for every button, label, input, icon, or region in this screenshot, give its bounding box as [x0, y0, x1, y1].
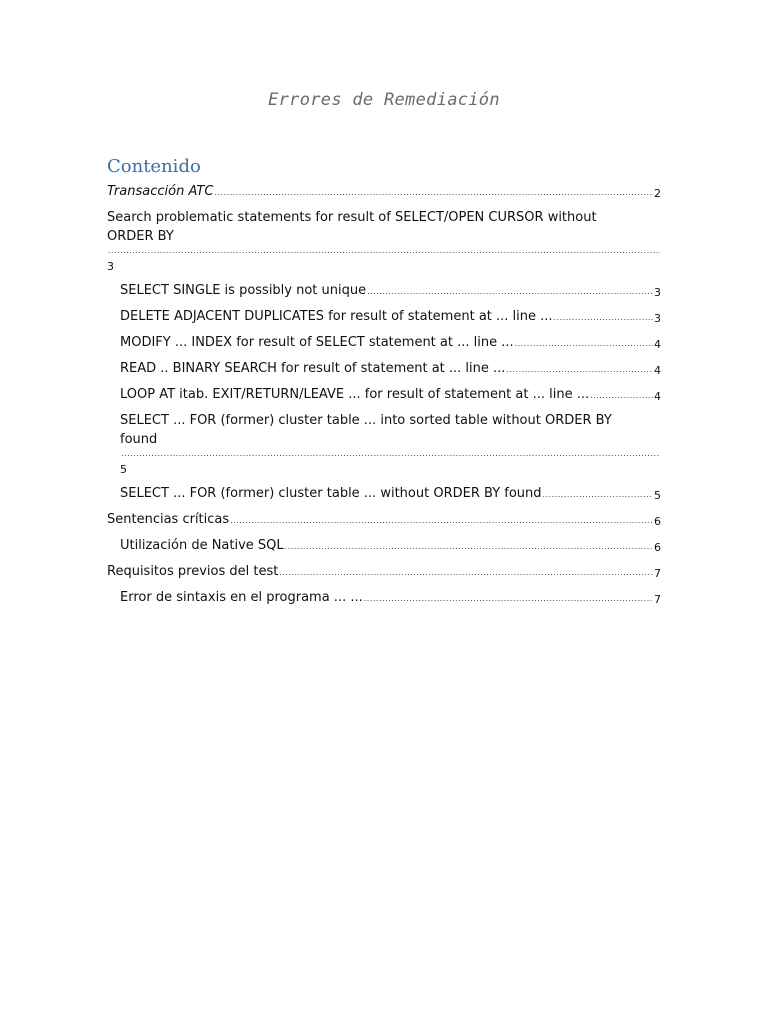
toc-page-number: 3: [654, 312, 661, 325]
toc-page-number: 5: [654, 489, 661, 502]
toc-entry-label: SELECT ... FOR (former) cluster table ... without ORDER BY found: [120, 486, 542, 501]
toc-entry-label: Error de sintaxis en el programa ... ...: [120, 590, 363, 605]
toc-page-number: 6: [654, 541, 661, 554]
dot-leader: [285, 542, 653, 552]
toc-page-number: 5: [120, 463, 127, 476]
toc-page-number: 3: [107, 260, 114, 273]
toc-entry-label: Requisitos previos del test: [107, 564, 279, 579]
toc-entry-label: SELECT SINGLE is possibly not unique: [120, 283, 367, 298]
toc-entry-delete-adjacent-duplicates[interactable]: [107, 307, 661, 326]
toc-entry-label: Search problematic statements for result of SELECT/OPEN CURSOR without: [107, 210, 597, 225]
dot-leader: [590, 391, 653, 401]
toc-entry-modify-index[interactable]: [107, 333, 661, 352]
toc-entry-label: Utilización de Native SQL: [120, 538, 284, 553]
dot-leader: [554, 313, 653, 323]
toc-entry-cluster-table-sorted[interactable]: [107, 411, 661, 477]
toc-entry-error-sintaxis[interactable]: [107, 588, 661, 607]
toc-page-number: 7: [654, 593, 661, 606]
toc-entry-requisitos-previos[interactable]: [107, 562, 661, 581]
dot-leader: [506, 365, 653, 375]
dot-leader: [214, 188, 653, 198]
toc-heading: Contenido: [107, 156, 201, 177]
toc-entry-label: READ .. BINARY SEARCH for result of statement at ... line ...: [120, 361, 506, 376]
toc-entry-label: LOOP AT itab. EXIT/RETURN/LEAVE ... for result of statement at ... line ...: [120, 387, 590, 402]
toc-entry-native-sql[interactable]: [107, 536, 661, 555]
dot-leader: [515, 339, 653, 349]
table-of-contents: [107, 182, 661, 614]
toc-entry-cluster-table-no-order[interactable]: [107, 484, 661, 503]
toc-entry-sentencias-criticas[interactable]: [107, 510, 661, 529]
dot-leader: [230, 516, 653, 526]
toc-page-number: 4: [654, 338, 661, 351]
document-title: Errores de Remediación: [268, 90, 500, 110]
toc-entry-read-binary-search[interactable]: [107, 359, 661, 378]
toc-entry-loop-at-itab[interactable]: [107, 385, 661, 404]
toc-page-number: 7: [654, 567, 661, 580]
toc-entry-search-problematic-statements[interactable]: [107, 208, 661, 274]
dot-leader: [364, 594, 653, 604]
dot-leader: [543, 490, 653, 500]
toc-page-number: 6: [654, 515, 661, 528]
toc-page-number: 3: [654, 286, 661, 299]
dot-leader: [367, 287, 653, 297]
toc-page-number: 2: [654, 187, 661, 200]
dot-leader: [108, 246, 660, 256]
toc-entry-label: Transacción ATC: [107, 184, 214, 199]
toc-entry-transaccion-atc[interactable]: [107, 182, 661, 201]
toc-page-number: 4: [654, 390, 661, 403]
dot-leader: [279, 568, 653, 578]
toc-entry-label: DELETE ADJACENT DUPLICATES for result of statement at ... line ...: [120, 309, 553, 324]
toc-entry-label: SELECT ... FOR (former) cluster table ... into sorted table without ORDER BY: [120, 413, 612, 428]
toc-entry-label: MODIFY ... INDEX for result of SELECT statement at ... line ...: [120, 335, 514, 350]
toc-entry-label-continued: found: [120, 432, 158, 447]
toc-page-number: 4: [654, 364, 661, 377]
toc-entry-label: Sentencias críticas: [107, 512, 230, 527]
toc-entry-label-continued: ORDER BY: [107, 229, 174, 244]
toc-entry-select-single[interactable]: [107, 281, 661, 300]
dot-leader: [121, 449, 660, 459]
